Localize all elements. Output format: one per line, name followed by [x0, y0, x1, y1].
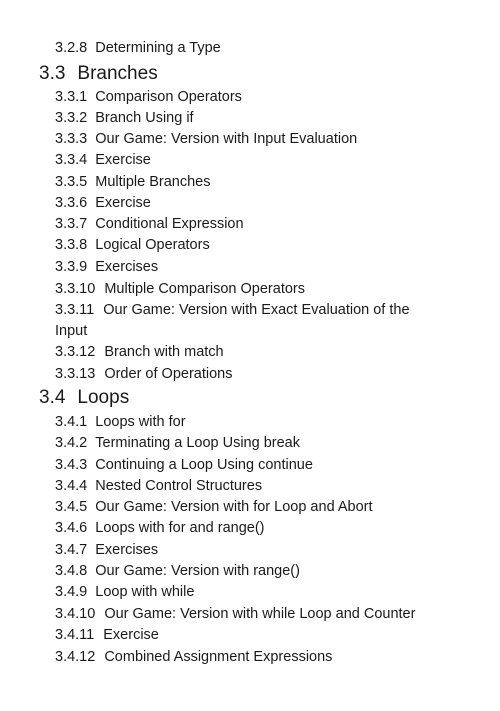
toc-entry-number: 3.3.4: [55, 152, 88, 168]
toc-entry-title: Branch Using if: [95, 110, 194, 126]
toc-entry[interactable]: [55, 131, 357, 148]
toc-entry-title: Terminating a Loop Using break: [95, 435, 300, 451]
toc-entry-title: Combined Assignment Expressions: [104, 649, 333, 665]
toc-entry-number: 3.3.3: [55, 131, 88, 147]
toc-entry-title: Multiple Comparison Operators: [104, 281, 305, 297]
toc-entry-title: Exercise: [95, 195, 151, 211]
toc-entry[interactable]: [55, 520, 265, 537]
toc-entry-title: Nested Control Structures: [95, 478, 263, 494]
toc-entry-number: 3.3.12: [55, 344, 96, 360]
toc-entry-title: Order of Operations: [104, 366, 233, 382]
toc-entry-number: 3.4.4: [55, 478, 88, 494]
toc-entry[interactable]: [55, 259, 158, 276]
toc-entry[interactable]: [55, 89, 242, 106]
toc-entry[interactable]: [55, 499, 373, 516]
toc-entry[interactable]: [55, 216, 244, 233]
toc-entry-title-continuation[interactable]: Input: [55, 323, 88, 339]
toc-section-number: 3.4: [39, 387, 66, 408]
toc-entry-number: 3.4.7: [55, 542, 88, 558]
toc-entry-number: 3.3.6: [55, 195, 88, 211]
toc-entry-number: 3.4.5: [55, 499, 88, 515]
toc-entry[interactable]: [55, 563, 300, 580]
toc-entry[interactable]: [55, 627, 159, 644]
toc-entry[interactable]: [55, 302, 410, 319]
toc-entry-title: Exercises: [95, 259, 159, 275]
toc-entry-title: Conditional Expression: [95, 216, 244, 232]
toc-entry-title: Continuing a Loop Using continue: [95, 457, 313, 473]
toc-entry[interactable]: [55, 366, 232, 383]
toc-entry[interactable]: [55, 152, 151, 169]
toc-entry-number: 3.4.3: [55, 457, 88, 473]
toc-entry-title: Our Game: Version with for Loop and Abort: [95, 499, 373, 515]
toc-entry-title: Determining a Type: [95, 40, 221, 56]
toc-entry-title: Loops with for and range(): [95, 520, 265, 536]
toc-entry[interactable]: [55, 649, 332, 666]
toc-entry-number: 3.3.9: [55, 259, 88, 275]
toc-entry-title: Exercise: [95, 152, 151, 168]
toc-entry-title: Multiple Branches: [95, 174, 211, 190]
toc-entry[interactable]: [55, 237, 210, 254]
toc-entry-number: 3.3.5: [55, 174, 88, 190]
toc-entry-number: 3.3.8: [55, 237, 88, 253]
toc-entry[interactable]: [55, 344, 224, 361]
toc-entry-number: 3.3.2: [55, 110, 88, 126]
toc-entry[interactable]: [55, 414, 186, 431]
toc-entry-number: 3.4.11: [55, 627, 95, 643]
toc-entry[interactable]: [55, 606, 415, 623]
toc-entry[interactable]: [55, 40, 221, 57]
toc-entry-title: Our Game: Version with Exact Evaluation of the: [103, 302, 410, 318]
toc-entry-title: Loops with for: [95, 414, 186, 430]
toc-entry-title: Our Game: Version with Input Evaluation: [95, 131, 358, 147]
toc-section-title: Loops: [77, 387, 130, 408]
toc-entry-number: 3.3.11: [55, 302, 95, 318]
toc-entry[interactable]: [55, 281, 305, 298]
toc-entry-title: Loop with while: [95, 584, 195, 600]
toc-entry-number: 3.2.8: [55, 40, 88, 56]
toc-entry-number: 3.4.10: [55, 606, 96, 622]
toc-entry-number: 3.3.13: [55, 366, 96, 382]
toc-entry[interactable]: [55, 110, 194, 127]
toc-entry-number: 3.4.9: [55, 584, 88, 600]
toc-entry-title: Branch with match: [104, 344, 224, 360]
toc-section-heading[interactable]: [39, 387, 129, 409]
toc-entry[interactable]: [55, 584, 194, 601]
toc-entry-title: Comparison Operators: [95, 89, 242, 105]
toc-entry-title: Exercises: [95, 542, 159, 558]
toc-entry-number: 3.4.6: [55, 520, 88, 536]
toc-section-number: 3.3: [39, 63, 66, 84]
toc-entry[interactable]: [55, 174, 211, 191]
toc-entry[interactable]: [55, 195, 151, 212]
toc-entry-title: Logical Operators: [95, 237, 210, 253]
toc-entry-title: Exercise: [103, 627, 159, 643]
toc-entry[interactable]: [55, 478, 262, 495]
toc-entry[interactable]: [55, 542, 158, 559]
toc-entry-number: 3.3.1: [55, 89, 88, 105]
toc-entry[interactable]: [55, 457, 313, 474]
toc-entry-number: 3.3.10: [55, 281, 96, 297]
toc-section-title: Branches: [77, 63, 158, 84]
toc-entry-number: 3.4.8: [55, 563, 88, 579]
toc-entry-number: 3.3.7: [55, 216, 88, 232]
toc-entry-number: 3.4.1: [55, 414, 88, 430]
toc-entry-number: 3.4.12: [55, 649, 96, 665]
toc-section-heading[interactable]: [39, 63, 158, 85]
toc-entry-title: Our Game: Version with while Loop and Counter: [104, 606, 416, 622]
toc-entry-number: 3.4.2: [55, 435, 88, 451]
toc-entry-title: Our Game: Version with range(): [95, 563, 300, 579]
toc-entry[interactable]: [55, 435, 300, 452]
